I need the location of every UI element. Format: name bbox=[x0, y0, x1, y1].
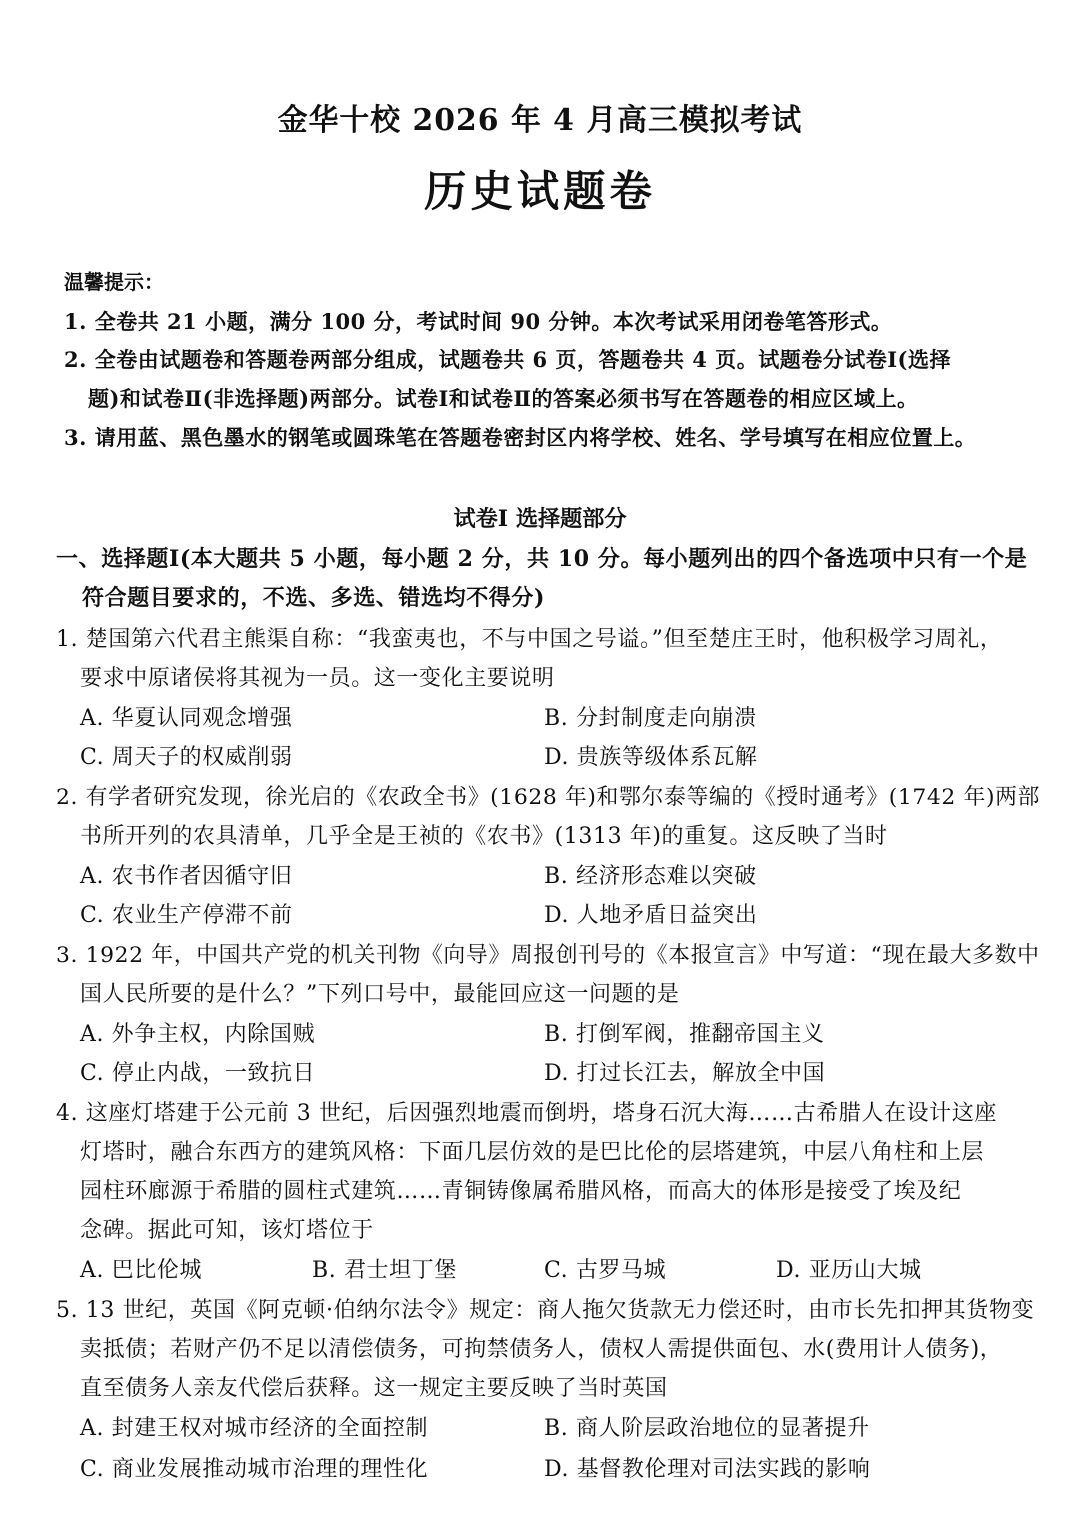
question-5-stem: 5. 13 世纪，英国《阿克顿·伯纳尔法令》规定：商人拖欠货款无力偿还时，由市长先扣押其货物变 bbox=[56, 1298, 1035, 1323]
question-2-option-a: A. 农书作者因循守旧 bbox=[80, 864, 293, 889]
question-5-stem-cont-1: 卖抵债；若财产仍不足以清偿债务，可拘禁债务人，债权人需提供面包、水(费用计人债务)， bbox=[80, 1337, 1003, 1362]
tip-item-1: 1. 全卷共 21 小题，满分 100 分，考试时间 90 分钟。本次考试采用闭卷笔答形式。 bbox=[64, 309, 893, 334]
question-1-option-d: D. 贵族等级体系瓦解 bbox=[544, 745, 758, 770]
question-3-option-d: D. 打过长江去，解放全中国 bbox=[544, 1061, 826, 1086]
question-3-option-a: A. 外争主权，内除国贼 bbox=[80, 1022, 316, 1047]
question-4-stem-cont-3: 念碑。据此可知，该灯塔位于 bbox=[80, 1218, 374, 1243]
question-2-option-c: C. 农业生产停滞不前 bbox=[80, 903, 293, 928]
question-4-option-b: B. 君士坦丁堡 bbox=[312, 1258, 457, 1283]
question-3-option-c: C. 停止内战，一致抗日 bbox=[80, 1061, 316, 1086]
question-5-option-d: D. 基督教伦理对司法实践的影响 bbox=[544, 1457, 871, 1482]
question-5-stem-cont-2: 直至债务人亲友代偿后获释。这一规定主要反映了当时英国 bbox=[80, 1376, 668, 1401]
tip-item-2: 2. 全卷由试题卷和答题卷两部分组成，试题卷共 6 页，答题卷共 4 页。试题卷分试卷Ⅰ(选择 bbox=[64, 347, 951, 372]
question-1-option-c: C. 周天子的权威削弱 bbox=[80, 745, 293, 770]
question-3-stem-cont: 国人民所要的是什么？”下列口号中，最能回应这一问题的是 bbox=[80, 982, 680, 1007]
question-5-option-a: A. 封建王权对城市经济的全面控制 bbox=[80, 1416, 429, 1441]
question-4-stem: 4. 这座灯塔建于公元前 3 世纪，后因强烈地震而倒坍，塔身石沉大海……古希腊人在设计这座 bbox=[56, 1101, 997, 1126]
question-4-option-a: A. 巴比伦城 bbox=[80, 1258, 203, 1283]
question-1-stem: 1. 楚国第六代君主熊渠自称：“我蛮夷也，不与中国之号谥。”但至楚庄王时，他积极学习周礼， bbox=[56, 627, 1003, 652]
question-4-stem-cont-1: 灯塔时，融合东西方的建筑风格：下面几层仿效的是巴比伦的层塔建筑，中层八角柱和上层 bbox=[80, 1140, 985, 1165]
question-4-option-d: D. 亚历山大城 bbox=[776, 1258, 922, 1283]
question-2-stem-cont: 书所开列的农具清单，几乎全是王祯的《农书》(1313 年)的重复。这反映了当时 bbox=[80, 824, 888, 849]
question-3-stem: 3. 1922 年，中国共产党的机关刊物《向导》周报创刊号的《本报宣言》中写道：“现在最大多数中 bbox=[56, 943, 1040, 968]
question-3-option-b: B. 打倒军阀，推翻帝国主义 bbox=[544, 1022, 825, 1047]
question-1-option-b: B. 分封制度走向崩溃 bbox=[544, 706, 757, 731]
question-5-option-c: C. 商业发展推动城市治理的理性化 bbox=[80, 1457, 429, 1482]
tip-item-3: 3. 请用蓝、黑色墨水的钢笔或圆珠笔在答题卷密封区内将学校、姓名、学号填写在相应位置上。 bbox=[64, 425, 977, 450]
section-title: 试卷Ⅰ 选择题部分 bbox=[453, 506, 627, 532]
tip-item-2-cont: 题)和试卷Ⅱ(非选择题)两部分。试卷Ⅰ和试卷Ⅱ的答案必须书写在答题卷的相应区域上。 bbox=[88, 386, 919, 411]
question-4-option-c: C. 古罗马城 bbox=[544, 1258, 667, 1283]
exam-title: 金华十校 2026 年 4 月高三模拟考试 bbox=[277, 103, 803, 138]
section-instructions: 一、选择题Ⅰ(本大题共 5 小题，每小题 2 分，共 10 分。每小题列出的四个备选项中只有一个是 bbox=[56, 546, 1028, 572]
question-1-stem-cont: 要求中原诸侯将其视为一员。这一变化主要说明 bbox=[80, 666, 555, 691]
question-2-stem: 2. 有学者研究发现，徐光启的《农政全书》(1628 年)和鄂尔泰等编的《授时通考》(1742 年)两部 bbox=[56, 785, 1041, 810]
question-5-option-b: B. 商人阶层政治地位的显著提升 bbox=[544, 1416, 870, 1441]
question-4-stem-cont-2: 园柱环廊源于希腊的圆柱式建筑……青铜铸像属希腊风格，而高大的体形是接受了埃及纪 bbox=[80, 1179, 962, 1204]
question-1-option-a: A. 华夏认同观念增强 bbox=[80, 706, 293, 731]
question-2-option-b: B. 经济形态难以突破 bbox=[544, 864, 757, 889]
tips-label: 温馨提示： bbox=[64, 270, 164, 294]
section-instructions-cont: 符合题目要求的，不选、多选、错选均不得分) bbox=[82, 585, 546, 611]
paper-title: 历史试题卷 bbox=[424, 166, 656, 216]
question-2-option-d: D. 人地矛盾日益突出 bbox=[544, 903, 758, 928]
